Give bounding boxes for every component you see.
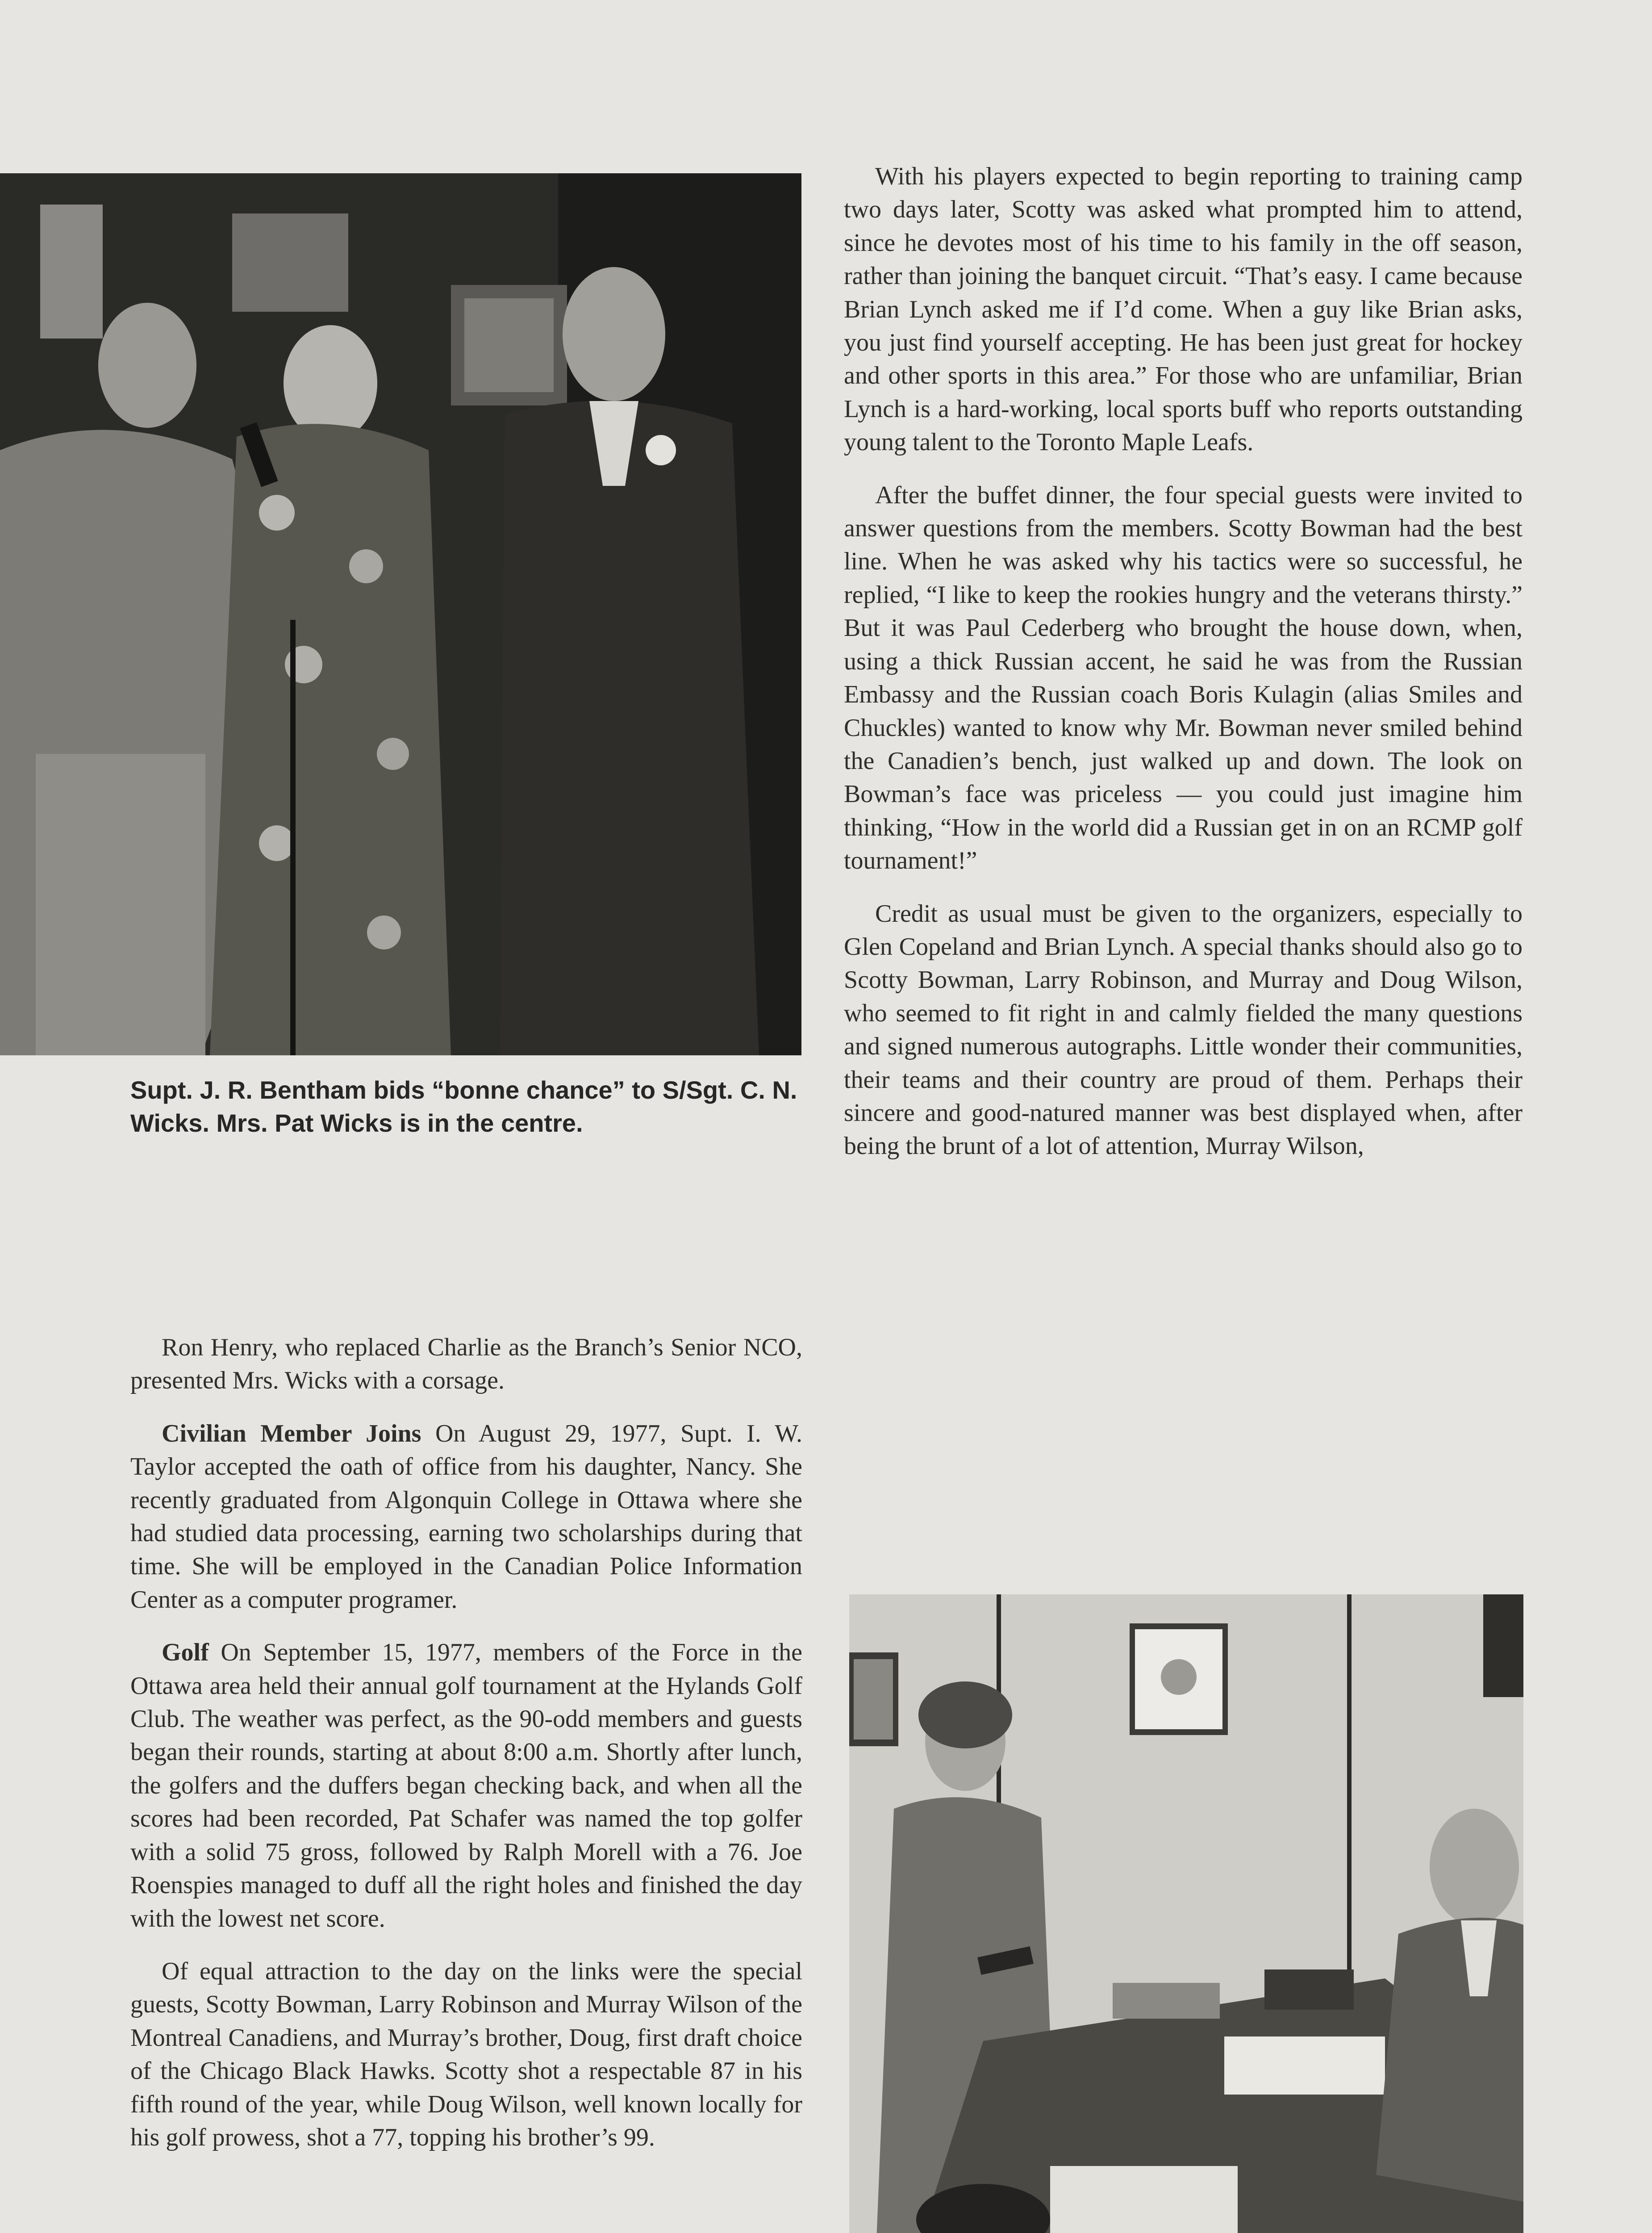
left-column (130, 1331, 802, 2154)
photo-farewell-caption: Supt. J. R. Bentham bids “bonne chance” to S/Sgt. C. N. Wicks. Mrs. Pat Wicks is in the centre. (130, 1076, 797, 1137)
heading-civilian-member: Civilian Member Joins (162, 1419, 421, 1447)
paragraph-golf: Golf On September 15, 1977, members of the Force in the Ottawa area held their annual golf tournament at the Hylands Golf Club. The weather was perfect, as the 90-odd members and guests began their rounds, starting at about 8:00 a.m. Shortly after lunch, the golfers and the duffers began checking back, and when all the scores had been recorded, Pat Schafer was named the top golfer with a solid 75 gross, followed by Ralph Morell with a 76. Joe Roenspies managed to duff all the right holes and finished the day with the lowest net score. (130, 1639, 802, 1932)
paragraph-buffet-dinner: After the buffet dinner, the four special guests were invited to answer questions from the members. Scotty Bowman had the best line. When he was asked why his tactics were so successful, he replied, “I like to keep the rookies hungry and the veterans thirsty.” But it was Paul Cederberg who brought the house down, when, using a thick Russian accent, he said he was from the Russian Embassy and the Russian coach Boris Kulagin (alias Smiles and Chuckles) wanted to know why Mr. Bowman never smiled behind the Canadien’s bench, just walked up and down. The look on Bowman’s face was priceless — you could just imagine him thinking, “How in the world did a Russian get in on an RCMP golf tournament!” (844, 481, 1523, 875)
photo-oath-image (849, 1594, 1523, 2233)
photo-oath-of-office (849, 1594, 1523, 2233)
paragraph-special-guests: Of equal attraction to the day on the links were the special guests, Scotty Bowman, Larry Robinson and Murray Wilson of the Montreal Canadiens, and Murray’s brother, Doug, first draft choice of the Chicago Black Hawks. Scotty shot a respectable 87 in his fifth round of the year, while Doug Wilson, well known locally for his golf prowess, shot a 77, topping his brother’s 99. (130, 1957, 802, 2151)
photo-farewell (0, 173, 801, 1055)
heading-golf: Golf (162, 1639, 209, 1667)
paragraph-corsage: Ron Henry, who replaced Charlie as the Branch’s Senior NCO, presented Mrs. Wicks with a corsage. (130, 1334, 802, 1395)
paragraph-scotty-quote: With his players expected to begin reporting to training camp two days later, Scotty was asked what prompted him to attend, since he devotes most of his time to his family in the off season, rather than joining the banquet circuit. “That’s easy. I came because Brian Lynch asked me if I’d come. When a guy like Brian asks, you just find yourself accepting. He has been just great for hockey and other sports in this area.” For those who are unfamiliar, Brian Lynch is a hard-working, local sports buff who reports outstanding young talent to the Toronto Maple Leafs. (844, 163, 1523, 456)
photo-farewell-image (0, 173, 801, 1055)
paragraph-civilian-member: Civilian Member Joins On August 29, 1977, Supt. I. W. Taylor accepted the oath of office from his daughter, Nancy. She recently graduated from Algonquin College in Ottawa where she had studied data processing, earning two scholarships during that time. She will be employed in the Canadian Police Information Center as a computer programer. (130, 1419, 802, 1614)
paragraph-credits: Credit as usual must be given to the organizers, especially to Glen Copeland and Brian Lynch. A special thanks should also go to Scotty Bowman, Larry Robinson, and Murray and Doug Wilson, who seemed to fit right in and calmly fielded the many questions and signed numerous autographs. Little wonder their communities, their teams and their country are proud of them. Perhaps their sincere and good-natured manner was best displayed when, after being the brunt of a lot of attention, Murray Wilson, (844, 899, 1523, 1160)
right-column (844, 160, 1523, 1163)
